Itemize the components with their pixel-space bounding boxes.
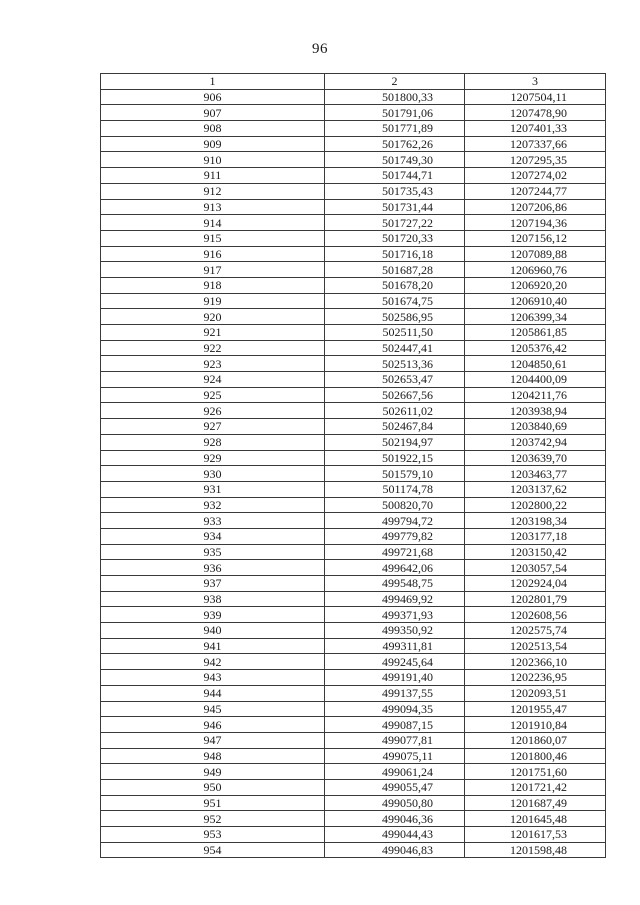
point-number-cell: 944 xyxy=(101,685,325,701)
y-coordinate-cell: 1201645,48 xyxy=(465,811,606,827)
x-coordinate-cell: 501771,89 xyxy=(325,121,465,137)
y-coordinate-cell: 1202366,10 xyxy=(465,654,606,670)
y-coordinate-cell: 1206920,20 xyxy=(465,277,606,293)
x-coordinate-cell: 501791,06 xyxy=(325,105,465,121)
y-coordinate-cell: 1206399,34 xyxy=(465,309,606,325)
point-number-cell: 937 xyxy=(101,576,325,592)
y-coordinate-cell: 1206960,76 xyxy=(465,262,606,278)
x-coordinate-cell: 502467,84 xyxy=(325,419,465,435)
point-number-cell: 930 xyxy=(101,466,325,482)
table-row xyxy=(101,795,606,811)
y-coordinate-cell: 1201617,53 xyxy=(465,827,606,843)
y-coordinate-cell: 1207206,86 xyxy=(465,199,606,215)
x-coordinate-cell: 501800,33 xyxy=(325,89,465,105)
table-row xyxy=(101,670,606,686)
x-coordinate-cell: 501922,15 xyxy=(325,450,465,466)
x-coordinate-cell: 502586,95 xyxy=(325,309,465,325)
x-coordinate-cell: 499548,75 xyxy=(325,576,465,592)
x-coordinate-cell: 501174,78 xyxy=(325,481,465,497)
column-header-2: 2 xyxy=(325,74,465,90)
table-header xyxy=(101,74,606,90)
table-row xyxy=(101,434,606,450)
point-number-cell: 928 xyxy=(101,434,325,450)
y-coordinate-cell: 1201800,46 xyxy=(465,748,606,764)
x-coordinate-cell: 501744,71 xyxy=(325,168,465,184)
x-coordinate-cell: 501735,43 xyxy=(325,183,465,199)
table-row xyxy=(101,685,606,701)
x-coordinate-cell: 499075,11 xyxy=(325,748,465,764)
point-number-cell: 943 xyxy=(101,670,325,686)
table-row xyxy=(101,403,606,419)
table-row xyxy=(101,199,606,215)
table-row xyxy=(101,168,606,184)
y-coordinate-cell: 1202236,95 xyxy=(465,670,606,686)
table-row xyxy=(101,576,606,592)
coordinates-table xyxy=(100,73,606,858)
x-coordinate-cell: 499046,83 xyxy=(325,842,465,858)
point-number-cell: 908 xyxy=(101,121,325,137)
point-number-cell: 914 xyxy=(101,215,325,231)
x-coordinate-cell: 499061,24 xyxy=(325,764,465,780)
y-coordinate-cell: 1207478,90 xyxy=(465,105,606,121)
y-coordinate-cell: 1207295,35 xyxy=(465,152,606,168)
table-row xyxy=(101,779,606,795)
x-coordinate-cell: 499137,55 xyxy=(325,685,465,701)
point-number-cell: 907 xyxy=(101,105,325,121)
x-coordinate-cell: 499642,06 xyxy=(325,560,465,576)
table-row xyxy=(101,638,606,654)
y-coordinate-cell: 1203938,94 xyxy=(465,403,606,419)
point-number-cell: 934 xyxy=(101,528,325,544)
point-number-cell: 910 xyxy=(101,152,325,168)
table-row xyxy=(101,717,606,733)
y-coordinate-cell: 1207401,33 xyxy=(465,121,606,137)
table-row xyxy=(101,450,606,466)
table-row xyxy=(101,372,606,388)
x-coordinate-cell: 502194,97 xyxy=(325,434,465,450)
x-coordinate-cell: 501687,28 xyxy=(325,262,465,278)
point-number-cell: 945 xyxy=(101,701,325,717)
y-coordinate-cell: 1206910,40 xyxy=(465,293,606,309)
table-row xyxy=(101,544,606,560)
x-coordinate-cell: 499721,68 xyxy=(325,544,465,560)
point-number-cell: 906 xyxy=(101,89,325,105)
table-row xyxy=(101,513,606,529)
table-row xyxy=(101,230,606,246)
table-row xyxy=(101,89,606,105)
point-number-cell: 950 xyxy=(101,779,325,795)
x-coordinate-cell: 499245,64 xyxy=(325,654,465,670)
point-number-cell: 951 xyxy=(101,795,325,811)
x-coordinate-cell: 500820,70 xyxy=(325,497,465,513)
y-coordinate-cell: 1203198,34 xyxy=(465,513,606,529)
y-coordinate-cell: 1201955,47 xyxy=(465,701,606,717)
x-coordinate-cell: 501731,44 xyxy=(325,199,465,215)
x-coordinate-cell: 499050,80 xyxy=(325,795,465,811)
table-row xyxy=(101,419,606,435)
point-number-cell: 952 xyxy=(101,811,325,827)
table-row xyxy=(101,136,606,152)
point-number-cell: 946 xyxy=(101,717,325,733)
table-row xyxy=(101,246,606,262)
x-coordinate-cell: 501579,10 xyxy=(325,466,465,482)
y-coordinate-cell: 1203742,94 xyxy=(465,434,606,450)
y-coordinate-cell: 1207194,36 xyxy=(465,215,606,231)
point-number-cell: 921 xyxy=(101,325,325,341)
x-coordinate-cell: 501720,33 xyxy=(325,230,465,246)
point-number-cell: 938 xyxy=(101,591,325,607)
point-number-cell: 913 xyxy=(101,199,325,215)
x-coordinate-cell: 501727,22 xyxy=(325,215,465,231)
y-coordinate-cell: 1202800,22 xyxy=(465,497,606,513)
table-row xyxy=(101,105,606,121)
x-coordinate-cell: 502447,41 xyxy=(325,340,465,356)
y-coordinate-cell: 1203177,18 xyxy=(465,528,606,544)
table-row xyxy=(101,842,606,858)
header-row xyxy=(101,74,606,90)
table-row xyxy=(101,277,606,293)
y-coordinate-cell: 1202608,56 xyxy=(465,607,606,623)
table-row xyxy=(101,183,606,199)
point-number-cell: 915 xyxy=(101,230,325,246)
x-coordinate-cell: 502511,50 xyxy=(325,325,465,341)
y-coordinate-cell: 1201687,49 xyxy=(465,795,606,811)
y-coordinate-cell: 1203137,62 xyxy=(465,481,606,497)
x-coordinate-cell: 499469,92 xyxy=(325,591,465,607)
point-number-cell: 918 xyxy=(101,277,325,293)
y-coordinate-cell: 1201598,48 xyxy=(465,842,606,858)
point-number-cell: 909 xyxy=(101,136,325,152)
point-number-cell: 925 xyxy=(101,387,325,403)
point-number-cell: 935 xyxy=(101,544,325,560)
table-row xyxy=(101,309,606,325)
point-number-cell: 953 xyxy=(101,827,325,843)
column-header-1: 1 xyxy=(101,74,325,90)
point-number-cell: 940 xyxy=(101,623,325,639)
table-row xyxy=(101,654,606,670)
table-row xyxy=(101,497,606,513)
point-number-cell: 923 xyxy=(101,356,325,372)
table-row xyxy=(101,732,606,748)
y-coordinate-cell: 1201910,84 xyxy=(465,717,606,733)
y-coordinate-cell: 1207337,66 xyxy=(465,136,606,152)
y-coordinate-cell: 1202924,04 xyxy=(465,576,606,592)
table-row xyxy=(101,560,606,576)
point-number-cell: 927 xyxy=(101,419,325,435)
table-row xyxy=(101,121,606,137)
table-row xyxy=(101,466,606,482)
point-number-cell: 931 xyxy=(101,481,325,497)
table-row xyxy=(101,623,606,639)
x-coordinate-cell: 499046,36 xyxy=(325,811,465,827)
x-coordinate-cell: 499087,15 xyxy=(325,717,465,733)
y-coordinate-cell: 1201751,60 xyxy=(465,764,606,780)
y-coordinate-cell: 1207274,02 xyxy=(465,168,606,184)
y-coordinate-cell: 1207156,12 xyxy=(465,230,606,246)
point-number-cell: 949 xyxy=(101,764,325,780)
y-coordinate-cell: 1204850,61 xyxy=(465,356,606,372)
point-number-cell: 916 xyxy=(101,246,325,262)
column-header-3: 3 xyxy=(465,74,606,90)
point-number-cell: 926 xyxy=(101,403,325,419)
table-row xyxy=(101,152,606,168)
x-coordinate-cell: 499044,43 xyxy=(325,827,465,843)
point-number-cell: 942 xyxy=(101,654,325,670)
point-number-cell: 912 xyxy=(101,183,325,199)
y-coordinate-cell: 1202575,74 xyxy=(465,623,606,639)
x-coordinate-cell: 499094,35 xyxy=(325,701,465,717)
table-row xyxy=(101,811,606,827)
table-row xyxy=(101,528,606,544)
y-coordinate-cell: 1207504,11 xyxy=(465,89,606,105)
y-coordinate-cell: 1204211,76 xyxy=(465,387,606,403)
x-coordinate-cell: 499350,92 xyxy=(325,623,465,639)
x-coordinate-cell: 501716,18 xyxy=(325,246,465,262)
y-coordinate-cell: 1205376,42 xyxy=(465,340,606,356)
y-coordinate-cell: 1207089,88 xyxy=(465,246,606,262)
point-number-cell: 922 xyxy=(101,340,325,356)
x-coordinate-cell: 499077,81 xyxy=(325,732,465,748)
y-coordinate-cell: 1205861,85 xyxy=(465,325,606,341)
table-row xyxy=(101,481,606,497)
x-coordinate-cell: 501674,75 xyxy=(325,293,465,309)
point-number-cell: 929 xyxy=(101,450,325,466)
point-number-cell: 947 xyxy=(101,732,325,748)
table-row xyxy=(101,340,606,356)
table-row xyxy=(101,764,606,780)
table-row xyxy=(101,215,606,231)
point-number-cell: 917 xyxy=(101,262,325,278)
table-row xyxy=(101,591,606,607)
x-coordinate-cell: 502667,56 xyxy=(325,387,465,403)
table-row xyxy=(101,325,606,341)
y-coordinate-cell: 1202513,54 xyxy=(465,638,606,654)
y-coordinate-cell: 1203150,42 xyxy=(465,544,606,560)
point-number-cell: 932 xyxy=(101,497,325,513)
y-coordinate-cell: 1203057,54 xyxy=(465,560,606,576)
table-row xyxy=(101,701,606,717)
x-coordinate-cell: 502653,47 xyxy=(325,372,465,388)
y-coordinate-cell: 1204400,09 xyxy=(465,372,606,388)
point-number-cell: 941 xyxy=(101,638,325,654)
x-coordinate-cell: 499794,72 xyxy=(325,513,465,529)
page-number: 96 xyxy=(312,41,328,57)
table-row xyxy=(101,748,606,764)
y-coordinate-cell: 1203463,77 xyxy=(465,466,606,482)
x-coordinate-cell: 499311,81 xyxy=(325,638,465,654)
y-coordinate-cell: 1203639,70 xyxy=(465,450,606,466)
point-number-cell: 933 xyxy=(101,513,325,529)
point-number-cell: 924 xyxy=(101,372,325,388)
y-coordinate-cell: 1201860,07 xyxy=(465,732,606,748)
point-number-cell: 911 xyxy=(101,168,325,184)
table-row xyxy=(101,293,606,309)
point-number-cell: 919 xyxy=(101,293,325,309)
table-row xyxy=(101,262,606,278)
table-row xyxy=(101,827,606,843)
table-row xyxy=(101,387,606,403)
point-number-cell: 939 xyxy=(101,607,325,623)
x-coordinate-cell: 499779,82 xyxy=(325,528,465,544)
y-coordinate-cell: 1203840,69 xyxy=(465,419,606,435)
x-coordinate-cell: 499191,40 xyxy=(325,670,465,686)
table-body xyxy=(101,89,606,858)
x-coordinate-cell: 501762,26 xyxy=(325,136,465,152)
x-coordinate-cell: 502513,36 xyxy=(325,356,465,372)
x-coordinate-cell: 499055,47 xyxy=(325,779,465,795)
table-row xyxy=(101,356,606,372)
y-coordinate-cell: 1202801,79 xyxy=(465,591,606,607)
table-row xyxy=(101,607,606,623)
point-number-cell: 936 xyxy=(101,560,325,576)
x-coordinate-cell: 501678,20 xyxy=(325,277,465,293)
point-number-cell: 954 xyxy=(101,842,325,858)
y-coordinate-cell: 1202093,51 xyxy=(465,685,606,701)
x-coordinate-cell: 502611,02 xyxy=(325,403,465,419)
point-number-cell: 920 xyxy=(101,309,325,325)
y-coordinate-cell: 1201721,42 xyxy=(465,779,606,795)
y-coordinate-cell: 1207244,77 xyxy=(465,183,606,199)
x-coordinate-cell: 499371,93 xyxy=(325,607,465,623)
x-coordinate-cell: 501749,30 xyxy=(325,152,465,168)
point-number-cell: 948 xyxy=(101,748,325,764)
